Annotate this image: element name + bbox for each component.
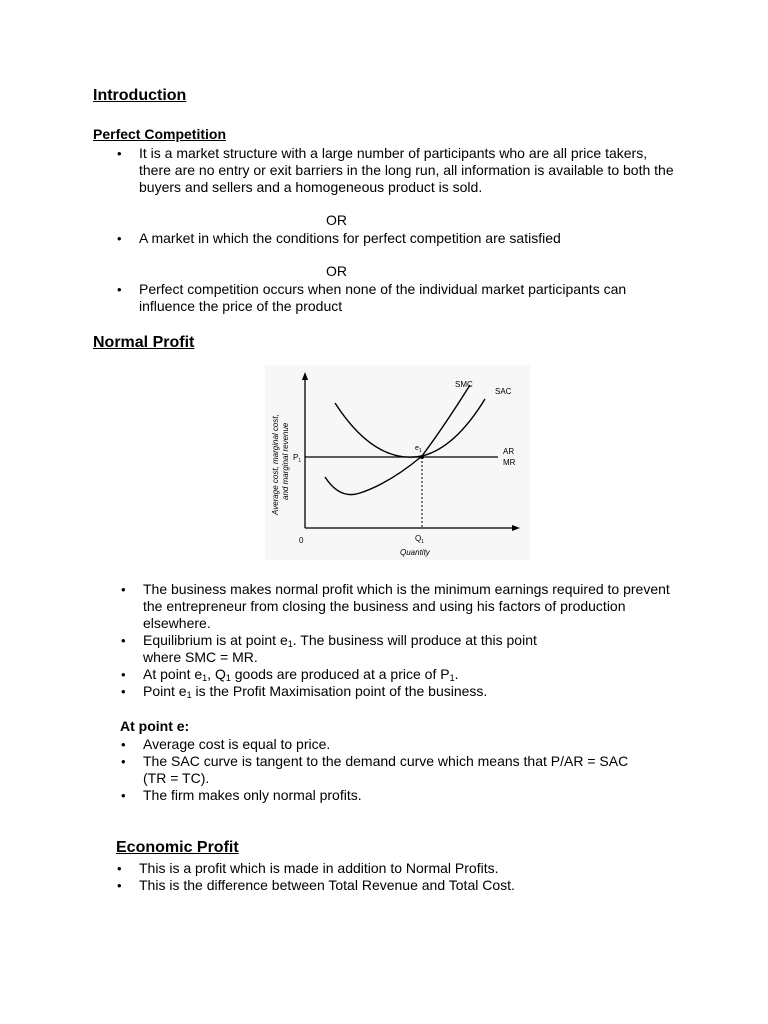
equilibrium-point	[420, 455, 424, 459]
perfect-competition-list-2	[117, 230, 679, 247]
list-item: • It is a market structure with a large number of participants who are all price takers, there are no entry or exit barriers in the long run, all information is available to both the buyers and sellers and a homogeneous product is sold.	[117, 145, 674, 195]
list-item: • This is a profit which is made in addition to Normal Profits.	[117, 860, 499, 876]
list-item: • A market in which the conditions for perfect competition are satisfied	[117, 230, 561, 246]
economic-profit-list	[117, 860, 679, 894]
list-item: • Equilibrium is at point $e_1$. The business will produce at this point where SMC = MR.	[121, 632, 537, 665]
or-separator: OR	[326, 212, 347, 228]
mr-label: MR	[503, 458, 516, 467]
x-axis-label: Quantity	[400, 548, 430, 557]
normal-profit-heading: Normal Profit	[93, 334, 195, 351]
eq-label: $e_1$	[415, 445, 422, 454]
smc-label: SMC	[455, 380, 473, 389]
y-axis-label-2: and marginal revenue	[281, 422, 290, 500]
price-label: $P_1$	[293, 453, 302, 464]
sac-label: SAC	[495, 387, 512, 396]
list-item: • The SAC curve is tangent to the demand curve which means that P/AR = SAC (TR = TC).	[121, 753, 629, 786]
list-item: • At point $e_1$, $Q_1$ goods are produced at a price of $P_1$.	[121, 666, 459, 683]
quantity-q1-label: $Q_1$	[415, 534, 425, 545]
list-item: • Average cost is equal to price.	[121, 736, 331, 752]
normal-profit-diagram	[265, 365, 530, 560]
introduction-heading: Introduction	[93, 87, 187, 104]
perfect-competition-heading: Perfect Competition	[93, 126, 227, 142]
perfect-competition-list	[117, 145, 679, 196]
list-item: • The business makes normal profit which is the minimum earnings required to prevent the entrepreneur from closing the business and using his factors of production elsewhere.	[121, 581, 670, 631]
perfect-competition-list-3	[117, 281, 679, 315]
list-item: • Perfect competition occurs when none of the individual market participants can influence the price of the product	[117, 281, 627, 314]
economic-profit-heading: Economic Profit	[116, 839, 239, 856]
list-item: • Point $e_1$ is the Profit Maximisation point of the business.	[121, 683, 488, 700]
list-item: • This is the difference between Total Revenue and Total Cost.	[117, 877, 515, 893]
list-item: • The firm makes only normal profits.	[121, 787, 362, 803]
origin-label: 0	[299, 536, 304, 545]
ar-label: AR	[503, 447, 515, 456]
normal-profit-list	[121, 581, 678, 700]
at-point-list	[121, 736, 678, 804]
y-axis-label: Average cost, marginal cost,	[271, 414, 280, 515]
at-point-heading: At point e:	[120, 718, 190, 734]
or-separator: OR	[326, 263, 347, 279]
